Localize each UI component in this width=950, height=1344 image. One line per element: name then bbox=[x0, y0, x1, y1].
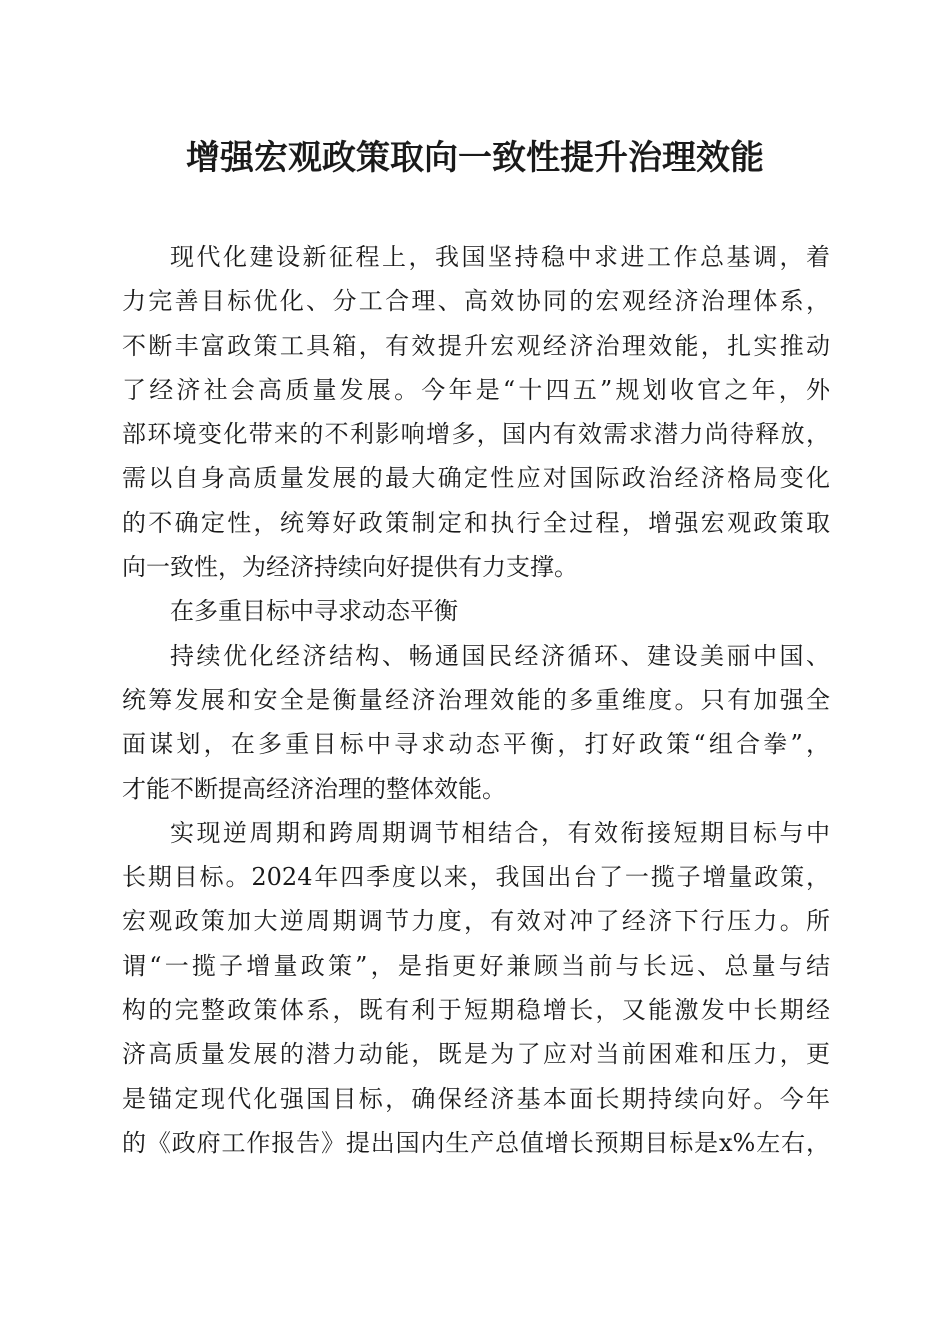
text-line: 需以自身高质量发展的最大确定性应对国际政治经济格局变化 bbox=[122, 464, 830, 493]
text-line: 力完善目标优化、分工合理、高效协同的宏观经济治理体系， bbox=[122, 287, 830, 316]
section-heading: 在多重目标中寻求动态平衡 bbox=[170, 597, 458, 626]
text-line: 向一致性，为经济持续向好提供有力支撑。 bbox=[122, 553, 578, 582]
text-line: 了经济社会高质量发展。今年是“十四五”规划收官之年，外 bbox=[122, 375, 830, 404]
text-line: 不断丰富政策工具箱，有效提升宏观经济治理效能，扎实推动 bbox=[122, 331, 830, 360]
text-line: 的不确定性，统筹好政策制定和执行全过程，增强宏观政策取 bbox=[122, 508, 830, 537]
text-line: 济高质量发展的潜力动能，既是为了应对当前困难和压力，更 bbox=[122, 1040, 830, 1069]
text-line: 部环境变化带来的不利影响增多，国内有效需求潜力尚待释放， bbox=[122, 420, 830, 449]
text-line: 才能不断提高经济治理的整体效能。 bbox=[122, 774, 506, 803]
text-line: 的《政府工作报告》提出国内生产总值增长预期目标是x%左右， bbox=[122, 1128, 830, 1157]
text-line: 实现逆周期和跨周期调节相结合，有效衔接短期目标与中 bbox=[170, 818, 830, 847]
document-body bbox=[122, 235, 830, 1165]
text-line: 谓“一揽子增量政策”，是指更好兼顾当前与长远、总量与结 bbox=[122, 951, 830, 980]
text-line: 现代化建设新征程上，我国坚持稳中求进工作总基调，着 bbox=[170, 243, 830, 271]
text-line: 宏观政策加大逆周期调节力度，有效对冲了经济下行压力。所 bbox=[122, 907, 830, 936]
text-line: 长期目标。2024年四季度以来，我国出台了一揽子增量政策， bbox=[122, 863, 830, 892]
text-line: 构的完整政策体系，既有利于短期稳增长，又能激发中长期经 bbox=[122, 996, 830, 1025]
text-line: 面谋划，在多重目标中寻求动态平衡，打好政策“组合拳”， bbox=[122, 730, 830, 759]
document-title: 增强宏观政策取向一致性提升治理效能 bbox=[186, 138, 764, 178]
text-line: 是锚定现代化强国目标，确保经济基本面长期持续向好。今年 bbox=[122, 1084, 830, 1113]
text-line: 统筹发展和安全是衡量经济治理效能的多重维度。只有加强全 bbox=[122, 685, 830, 714]
text-line: 持续优化经济结构、畅通国民经济循环、建设美丽中国、 bbox=[170, 641, 830, 670]
